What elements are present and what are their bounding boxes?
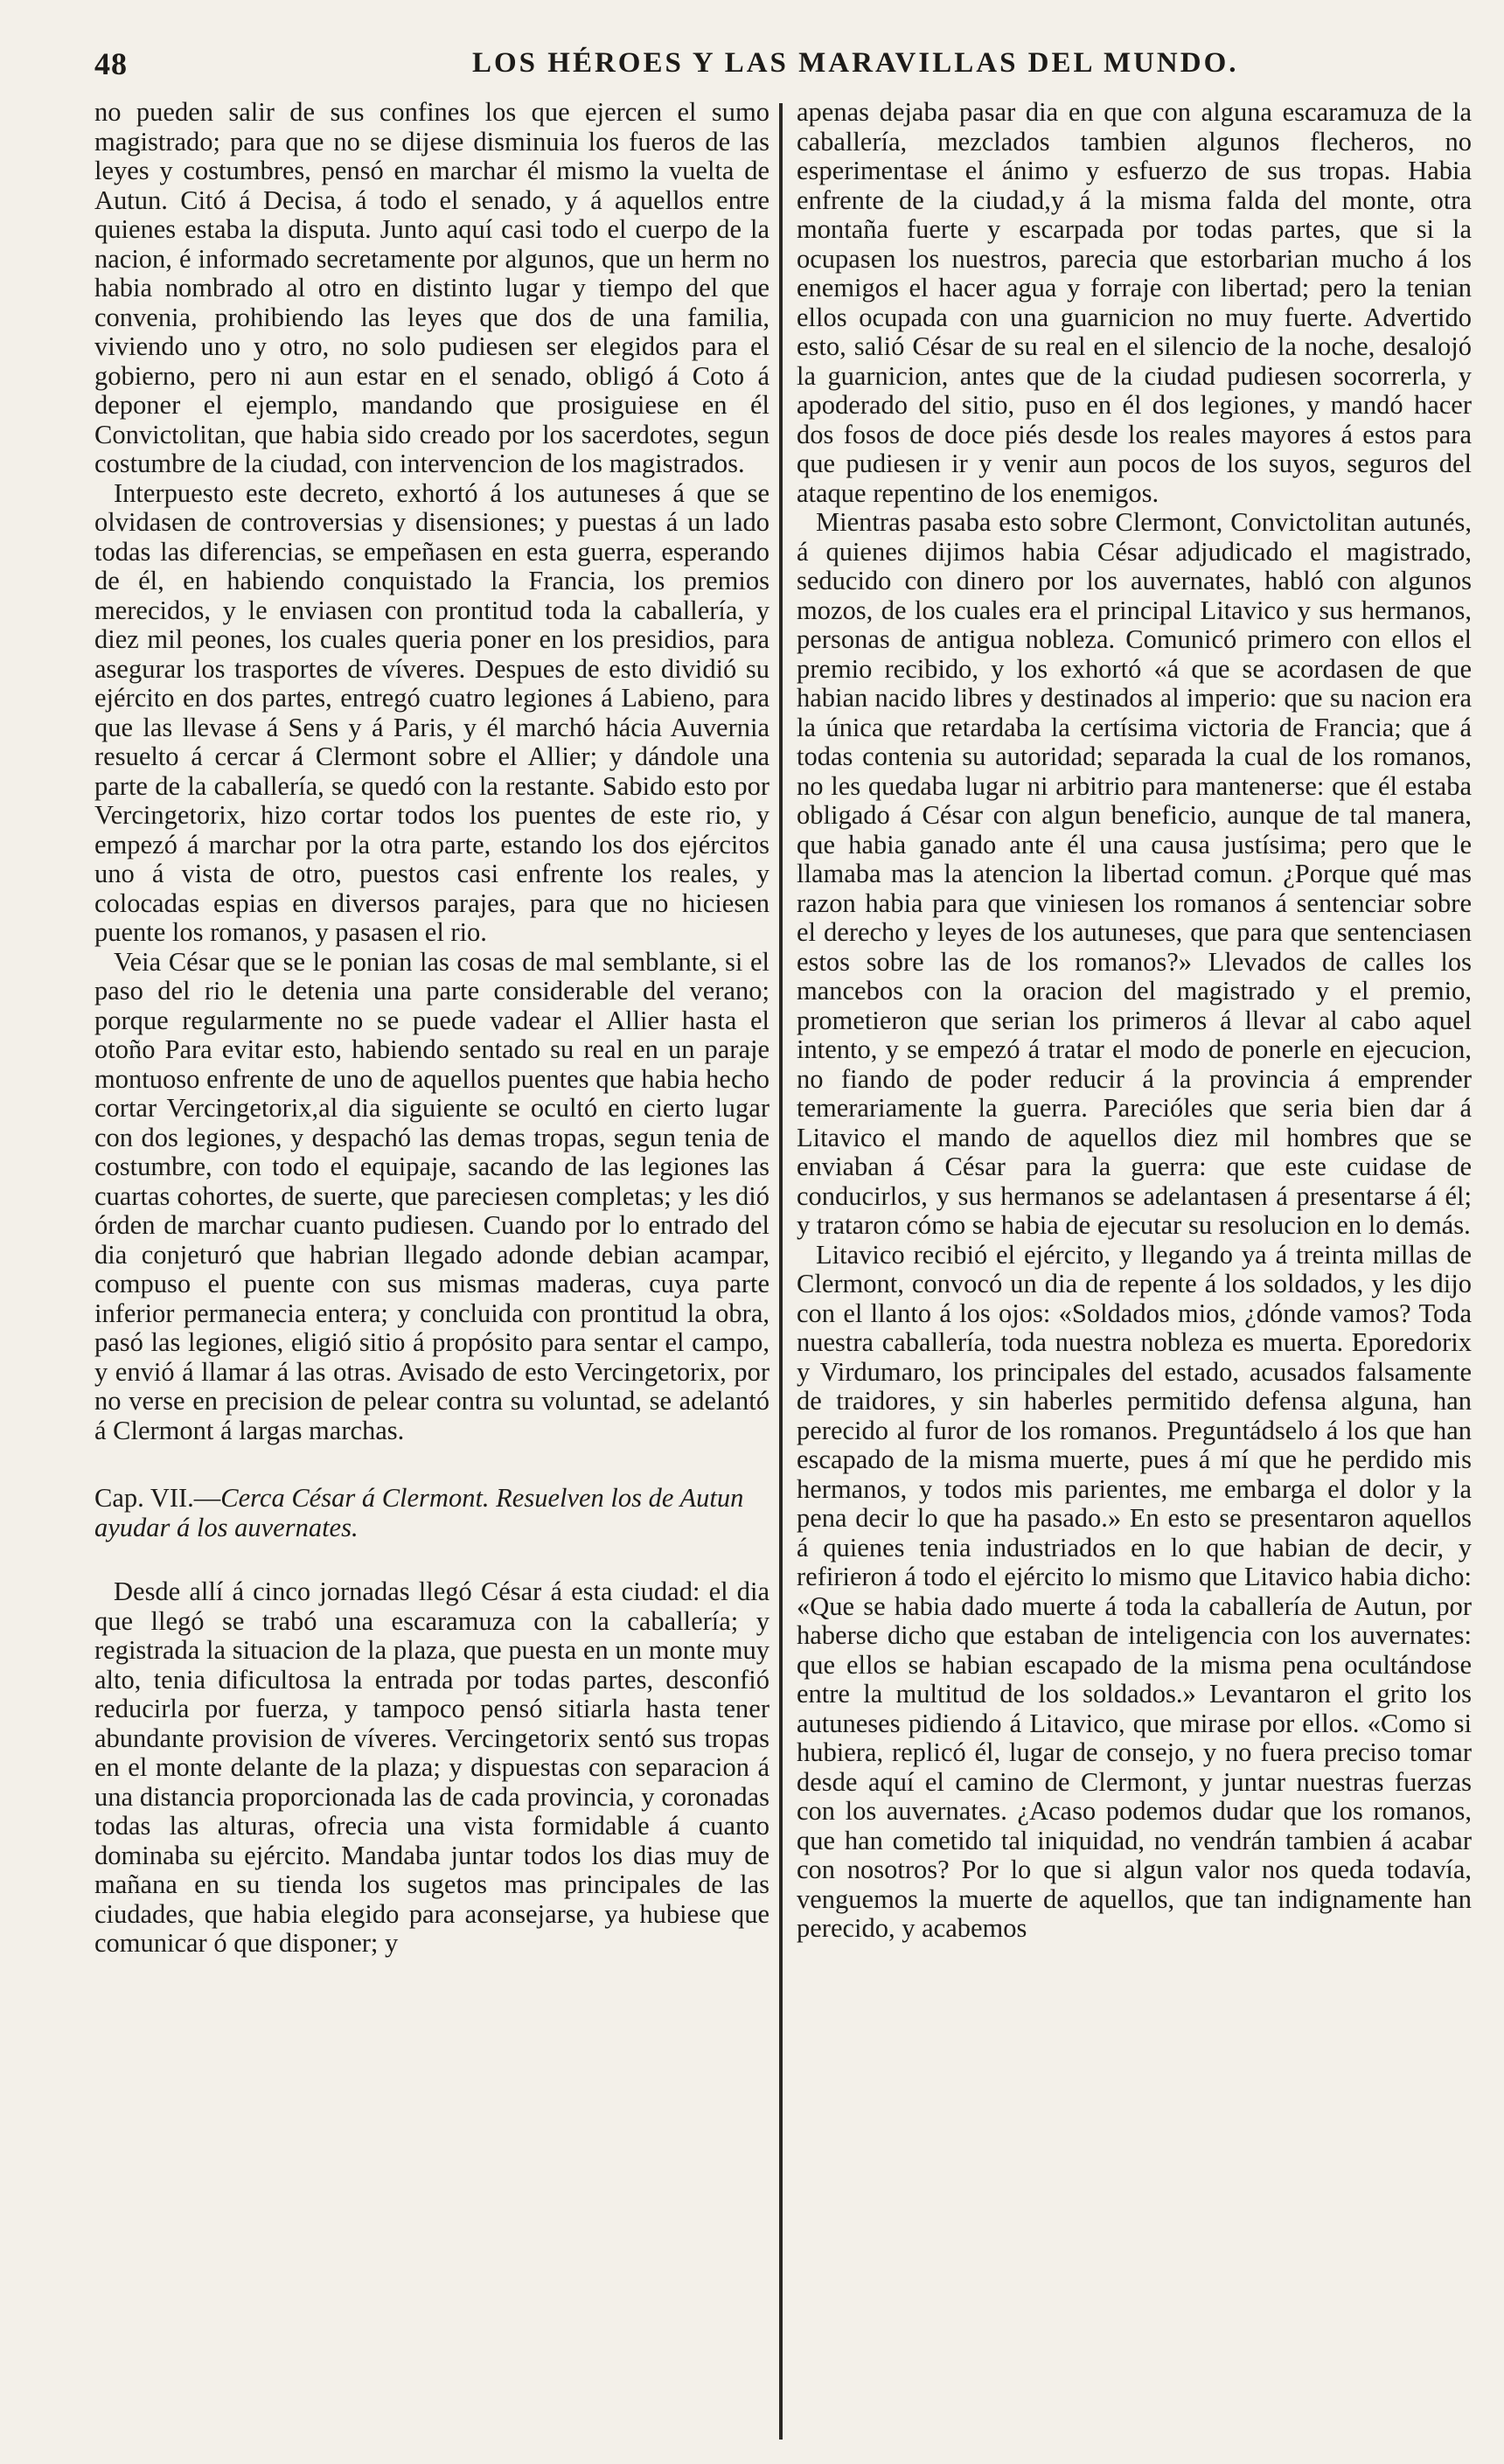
paragraph: Litavico recibió el ejército, y llegando ya á treinta millas de Clermont, convocó un dia de repente á los soldados, y les dijo con el llanto á los ojos: «Soldados mios, ¿dónde vamos? Toda nuestra caballería, toda nuestra nobleza es muerta. Eporedorix y Virdumaro, los principales del estado, acusados falsamente de traidores, y sin haberles permitido defensa alguna, han perecido al furor de los romanos. Preguntádselo á los que han escapado de la misma muerte, pues á mí que he perdido mis hermanos, y todos mis parientes, me embarga el dolor y la pena decir lo que ha pasado.» En esto se presentaron aquellos á quienes tenia industriados en lo que habian de decir, y refirieron á todo el ejército lo mismo que Litavico habia dicho: «Que se habia dado muerte á toda la caballería de Autun, por haberse dicho que estaban de inteligencia con los auvernates: que ellos se habian escapado de la misma pena ocultándose entre la multitud de los soldados.» Levantaron el grito los autuneses pidiendo á Litavico, que mirase por ellos. «Como si hubiera, replicó él, lugar de consejo, y no fuera preciso tomar desde aquí el camino de Clermont, y juntar nuestras fuerzas con los auvernates. ¿Acaso podemos dudar que los romanos, que han cometido tal iniquidad, no vendrán tambien á acabar con nosotros? Por lo que si algun valor nos queda todavía, venguemos la muerte de aquellos, que tan indignamente han perecido, y acabemos (797, 1239, 1472, 1943)
column-divider (779, 103, 783, 2440)
chapter-label: Cap. VII.— (94, 1483, 221, 1513)
paragraph: Interpuesto este decreto, exhortó á los autuneses á que se olvidasen de controversias y disensiones; y puestas á un lado todas las diferencias, se empeñasen en esta guerra, esperando de él, en habiendo conquistado la Francia, los premios merecidos, y le enviasen con prontitud toda la caballería, y diez mil peones, los cuales queria poner en los presidios, para asegurar los trasportes de víveres. Despues de esto dividió su ejército en dos partes, entregó cuatro legiones á Labieno, para que las llevase á Sens y á Paris, y él marchó hácia Auvernia resuelto á cercar á Clermont sobre el Allier; y dándole una parte de la caballería, se quedó con la restante. Sabido esto por Vercingetorix, hizo cortar todos los puentes de este rio, y empezó á marchar por la otra parte, estando los dos ejércitos uno á vista de otro, puestos casi enfrente los reales, y colocadas espias en diversos parajes, para que no hiciesen puente los romanos, y pasasen el rio. (94, 477, 769, 947)
left-column (94, 98, 769, 2441)
page-header (94, 45, 1463, 84)
paragraph: Desde allí á cinco jornadas llegó César á esta ciudad: el dia que llegó se trabó una escaramuza con la caballería; y registrada la situacion de la plaza, que puesta en un monte muy alto, tenia dificultosa la entrada por todas partes, desconfió reducirla por fuerza, y tampoco pensó sitiarla hasta tener abundante provision de víveres. Vercingetorix sentó sus tropas en el monte delante de la plaza; y dispuestas con separacion á una distancia proporcionada las de cada provincia, y coronadas todas las alturas, ofrecia una vista formidable á cuanto dominaba su ejército. Mandaba juntar todos los dias muy de mañana en su tienda los sugetos mas principales de las ciudades, que habia elegido para aconsejarse, ya hubiese que comunicar ó que disponer; y (94, 1577, 769, 1958)
chapter-heading (94, 1484, 769, 1542)
paragraph: Veia César que se le ponian las cosas de mal semblante, si el paso del rio le detenia una parte considerable del verano; porque regularmente no se puede vadear el Allier hasta el otoño Para evitar esto, habiendo sentado su real en un paraje montuoso enfrente de uno de aquellos puentes que habia hecho cortar Vercingetorix,al dia siguiente se ocultó en cierto lugar con dos legiones, y despachó las demas tropas, segun tenia de costumbre, con todo el equipaje, sacando de las legiones las cuartas cohortes, de suerte, que pareciesen completas; y les dió órden de marchar cuanto pudiesen. Cuando por lo entrado del dia conjeturó que habrian llegado adonde debian acampar, compuso el puente con sus mismas maderas, cuya parte inferior permanecia entera; y concluida con prontitud la obra, pasó las legiones, eligió sitio á propósito para sentar el campo, y envió á llamar á las otras. Avisado de esto Vercingetorix, por no verse en precision de pelear contra su voluntad, se adelantó á Clermont á largas marchas. (94, 946, 769, 1445)
running-title: LOS HÉROES Y LAS MARAVILLAS DEL MUNDO. (472, 47, 1239, 79)
chapter-title: Cerca César á Clermont. Resuelven los de Autun ayudar á los auvernates. (94, 1483, 744, 1542)
paragraph: apenas dejaba pasar dia en que con alguna escaramuza de la caballería, mezclados tambien algunos flecheros, no esperimentase el ánimo y esfuerzo de sus tropas. Habia enfrente de la ciudad,y á la misma falda del monte, otra montaña fuerte y escarpada por todas partes, que si la ocupasen los nuestros, parecia que estorbarian mucho á los enemigos el hacer agua y forraje con libertad; pero la tenian ellos ocupada con una guarnicion no muy fuerte. Advertido esto, salió César de su real en el silencio de la noche, desalojó la guarnicion, antes que de la ciudad pudiesen socorrerla, y apoderado del sitio, puso en él dos legiones, y mandó hacer dos fosos de doce piés desde los reales mayores á estos para que pudiesen ir y venir aun pocos de los suyos, seguros del ataque repentino de los enemigos. (797, 98, 1472, 508)
paragraph: Mientras pasaba esto sobre Clermont, Convictolitan autunés, á quienes dijimos habia César adjudicado el magistrado, seducido con dinero por los auvernates, habló con algunos mozos, de los cuales era el principal Litavico y sus hermanos, personas de antigua nobleza. Comunicó primero con ellos el premio recibido, y los exhortó «á que se acordasen de que habian nacido libres y destinados al imperio: que su nacion era la única que retardaba la certísima victoria de Francia; que á todas contenia su autoridad; separada la cual de los romanos, no les quedaba lugar ni arbitrio para mantenerse: que él estaba obligado á César con algun beneficio, aunque de tal manera, que habia ganado ante él una causa justísima; pero que le llamaba mas la atencion la libertad comun. ¿Porque qué mas razon habia para que viniesen los romanos á sentenciar sobre el derecho y leyes de los autuneses, que para que sentenciasen estos sobre las de los romanos?» Llevados de calles los mancebos con la oracion del magistrado y el premio, prometieron que serian los primeros á llevar al cabo aquel intento, y se empezó á tratar el modo de ponerle en ejecucion, no fiando de poder reducir á la provincia á emprender temerariamente la guerra. Parecióles que seria bien dar á Litavico el mando de aquellos diez mil hombres que se enviaban á César para la guerra: que este cuidase de conducirlos, y sus hermanos se adelantasen á presentarse á él; y trataron cómo se habia de ejecutar su resolucion en lo demás. (797, 507, 1472, 1240)
paragraph: no pueden salir de sus confines los que ejercen el sumo magistrado; para que no se dijese disminuia los fueros de las leyes y costumbres, pensó en marchar él mismo la vuelta de Autun. Citó á Decisa, á todo el senado, y á aquellos entre quienes estaba la disputa. Junto aquí casi todo el cuerpo de la nacion, é informado secretamente por algunos, que un herm no habia nombrado al otro en distinto lugar y tiempo del que convenia, prohibiendo las leyes que dos de una familia, viviendo uno y otro, no solo pudiesen ser elegidos para el gobierno, pero ni aun estar en el senado, obligó á Coto á deponer el ejemplo, mandando que prosiguiese en él Convictolitan, que habia sido creado por los sacerdotes, segun costumbre de la ciudad, con intervencion de los magistrados. (94, 98, 769, 478)
page-number: 48 (94, 46, 128, 81)
right-column (797, 98, 1472, 2441)
